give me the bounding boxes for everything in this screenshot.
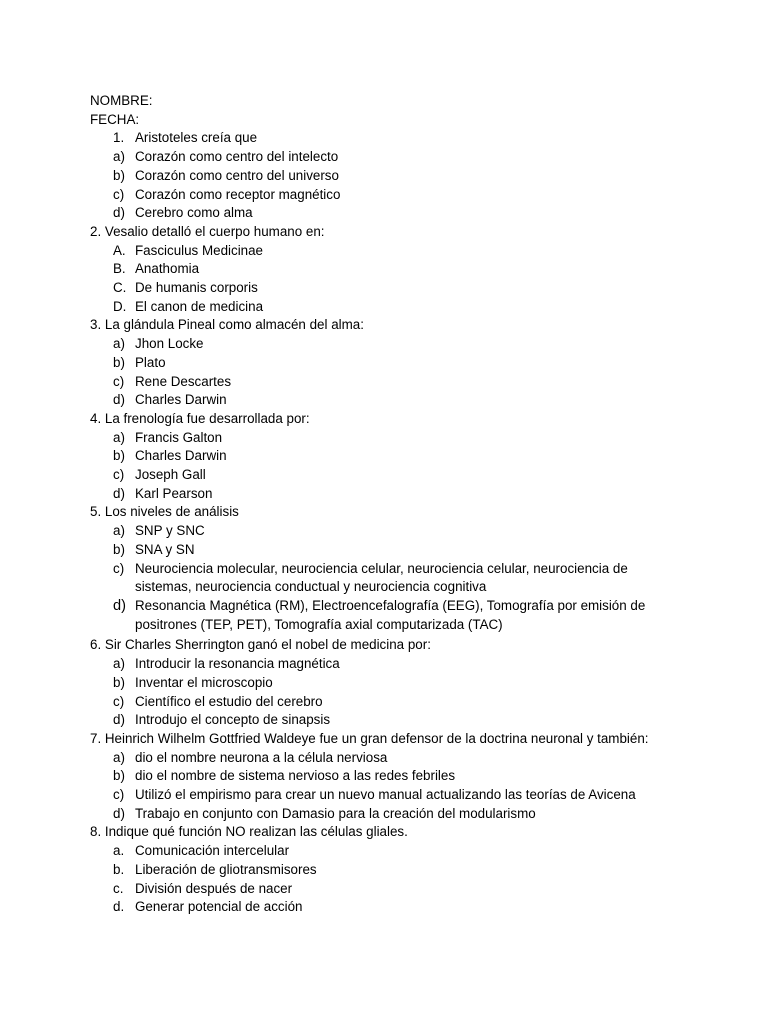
- question-4: [90, 410, 690, 504]
- option-marker: [90, 842, 135, 861]
- option-item: [90, 391, 690, 410]
- option-letter: b): [113, 448, 125, 464]
- question-stem: 8. Indique qué función NO realizan las células gliales.: [90, 824, 408, 840]
- option-letter: a.: [113, 843, 125, 859]
- option-marker: [90, 391, 135, 410]
- option-letter: d): [113, 805, 125, 821]
- option-text: Comunicación intercelular: [135, 843, 290, 859]
- option-letter: b): [113, 541, 125, 557]
- exam-document: [90, 92, 690, 917]
- option-letter: a): [113, 429, 125, 445]
- option-text: Introducir la resonancia magnética: [135, 656, 340, 672]
- option-letter: b): [113, 768, 125, 784]
- option-marker: [90, 485, 135, 504]
- question-text: Aristoteles creía que: [135, 130, 258, 146]
- option-marker: [90, 861, 135, 880]
- option-letter: d): [113, 597, 126, 614]
- option-marker: [90, 354, 135, 373]
- option-item: [90, 655, 690, 674]
- name-label: NOMBRE:: [90, 93, 153, 108]
- option-marker: [90, 167, 135, 186]
- option-text: Introdujo el concepto de sinapsis: [135, 712, 331, 728]
- question-1: [90, 129, 690, 223]
- option-item: [90, 711, 690, 730]
- option-text: dio el nombre neurona a la célula nerviosa: [135, 749, 388, 765]
- option-text: Charles Darwin: [135, 392, 227, 408]
- option-item: [90, 279, 690, 298]
- question-3: [90, 316, 690, 410]
- option-letter: c): [113, 373, 125, 389]
- question-stem: [90, 129, 690, 148]
- option-marker: [90, 880, 135, 899]
- option-text: Resonancia Magnética (RM), Electroencefalografía (EEG), Tomografía por emisión de positrones (TEP, PET), Tomografía axial computarizada (TAC): [135, 597, 646, 632]
- option-letter: a): [113, 149, 125, 165]
- option-letter: A.: [113, 242, 126, 258]
- option-letter: a): [113, 336, 125, 352]
- option-text: SNP y SNC: [135, 523, 205, 539]
- option-text: Utilizó el empirismo para crear un nuevo manual actualizando las teorías de Avicena: [135, 787, 636, 803]
- option-item: [90, 204, 690, 223]
- option-text: Corazón como receptor magnético: [135, 186, 341, 202]
- option-item: [90, 242, 690, 261]
- option-marker: [90, 279, 135, 298]
- option-item: [90, 898, 690, 917]
- option-letter: c): [113, 186, 125, 202]
- option-text: Jhon Locke: [135, 336, 204, 352]
- option-list: [90, 429, 690, 504]
- option-item: [90, 466, 690, 485]
- option-item: [90, 560, 690, 597]
- option-text: Trabajo en conjunto con Damasio para la creación del modularismo: [135, 805, 536, 821]
- question-stem: 7. Heinrich Wilhelm Gottfried Waldeye fue un gran defensor de la doctrina neuronal y también:: [90, 730, 649, 746]
- option-marker: [90, 711, 135, 730]
- option-letter: C.: [113, 280, 127, 296]
- option-item: [90, 842, 690, 861]
- option-marker: [90, 674, 135, 693]
- option-marker: [90, 335, 135, 354]
- option-text: De humanis corporis: [135, 280, 258, 296]
- option-marker: [90, 560, 135, 579]
- option-text: Joseph Gall: [135, 467, 206, 483]
- option-list: [90, 335, 690, 410]
- option-item: [90, 447, 690, 466]
- option-marker: [90, 655, 135, 674]
- option-item: [90, 167, 690, 186]
- option-letter: D.: [113, 298, 127, 314]
- option-item: [90, 485, 690, 504]
- question-stem: 6. Sir Charles Sherrington ganó el nobel de medicina por:: [90, 637, 431, 653]
- option-text: El canon de medicina: [135, 298, 264, 314]
- option-text: Liberación de gliotransmisores: [135, 861, 317, 877]
- option-marker: [90, 693, 135, 712]
- option-letter: d): [113, 712, 125, 728]
- question-8: [90, 823, 690, 917]
- question-list: [90, 129, 690, 917]
- question-stem: 4. La frenología fue desarrollada por:: [90, 410, 310, 426]
- option-letter: d.: [113, 899, 125, 915]
- option-item: [90, 354, 690, 373]
- question-stem: 3. La glándula Pineal como almacén del alma:: [90, 317, 364, 333]
- option-letter: b): [113, 354, 125, 370]
- option-list: [90, 148, 690, 223]
- option-letter: c): [113, 787, 125, 803]
- question-2: [90, 223, 690, 317]
- option-item: [90, 861, 690, 880]
- option-item: [90, 186, 690, 205]
- option-list: [90, 842, 690, 917]
- option-marker: [90, 447, 135, 466]
- option-text: Plato: [135, 354, 166, 370]
- option-marker: [90, 805, 135, 824]
- option-marker: [90, 466, 135, 485]
- option-marker: [90, 242, 135, 261]
- option-text: División después de nacer: [135, 880, 293, 896]
- option-text: Karl Pearson: [135, 485, 213, 501]
- option-letter: b): [113, 674, 125, 690]
- option-letter: d): [113, 205, 125, 221]
- option-text: Neurociencia molecular, neurociencia celular, neurociencia celular, neurociencia de sistemas, neurociencia conductual y neurociencia cognitiva: [135, 560, 628, 595]
- option-text: Rene Descartes: [135, 373, 232, 389]
- option-letter: d): [113, 392, 125, 408]
- option-text: Inventar el microscopio: [135, 674, 273, 690]
- option-list: [90, 749, 690, 824]
- question-stem: 5. Los niveles de análisis: [90, 504, 239, 520]
- option-letter: c.: [113, 880, 124, 896]
- option-item: [90, 767, 690, 786]
- option-text: Corazón como centro del universo: [135, 167, 339, 183]
- option-item: [90, 373, 690, 392]
- option-item: [90, 805, 690, 824]
- option-item: [90, 880, 690, 899]
- option-text: dio el nombre de sistema nervioso a las redes febriles: [135, 768, 456, 784]
- option-marker: [90, 749, 135, 768]
- option-text: Fasciculus Medicinae: [135, 242, 264, 258]
- option-letter: a): [113, 523, 125, 539]
- option-letter: c): [113, 467, 125, 483]
- question-stem: 2. Vesalio detalló el cuerpo humano en:: [90, 223, 325, 239]
- option-item: [90, 335, 690, 354]
- option-marker: [90, 298, 135, 317]
- option-marker: [90, 597, 135, 616]
- option-letter: d): [113, 485, 125, 501]
- option-text: SNA y SN: [135, 541, 195, 557]
- option-marker: [90, 541, 135, 560]
- question-6: [90, 636, 690, 730]
- option-text: Cerebro como alma: [135, 205, 253, 221]
- option-item: [90, 260, 690, 279]
- option-letter: b): [113, 167, 125, 183]
- option-marker: [90, 898, 135, 917]
- option-letter: c): [113, 560, 125, 576]
- date-label: FECHA:: [90, 111, 140, 127]
- option-marker: [90, 767, 135, 786]
- option-item: [90, 786, 690, 805]
- option-item: [90, 749, 690, 768]
- option-letter: c): [113, 693, 125, 709]
- option-marker: [90, 786, 135, 805]
- option-letter: B.: [113, 261, 126, 277]
- option-letter: a): [113, 656, 125, 672]
- option-list: [90, 242, 690, 317]
- option-letter: a): [113, 749, 125, 765]
- option-marker: [90, 522, 135, 541]
- option-text: Corazón como centro del intelecto: [135, 149, 339, 165]
- option-marker: [90, 204, 135, 223]
- option-item: [90, 298, 690, 317]
- option-text: Generar potencial de acción: [135, 899, 303, 915]
- option-text: Charles Darwin: [135, 448, 227, 464]
- option-text: Científico el estudio del cerebro: [135, 693, 323, 709]
- option-item: [90, 148, 690, 167]
- option-item: [90, 597, 690, 634]
- option-marker: [90, 260, 135, 279]
- option-list: [90, 655, 690, 730]
- option-item: [90, 429, 690, 448]
- option-list: [90, 522, 690, 634]
- option-marker: [90, 186, 135, 205]
- question-number: 1.: [113, 130, 125, 146]
- option-marker: [90, 429, 135, 448]
- option-letter: b.: [113, 861, 125, 877]
- option-text: Francis Galton: [135, 429, 223, 445]
- option-marker: [90, 373, 135, 392]
- option-item: [90, 693, 690, 712]
- question-7: [90, 730, 690, 824]
- question-5: [90, 503, 690, 636]
- option-item: [90, 674, 690, 693]
- option-item: [90, 541, 690, 560]
- option-marker: [90, 148, 135, 167]
- option-text: Anathomia: [135, 261, 200, 277]
- option-item: [90, 522, 690, 541]
